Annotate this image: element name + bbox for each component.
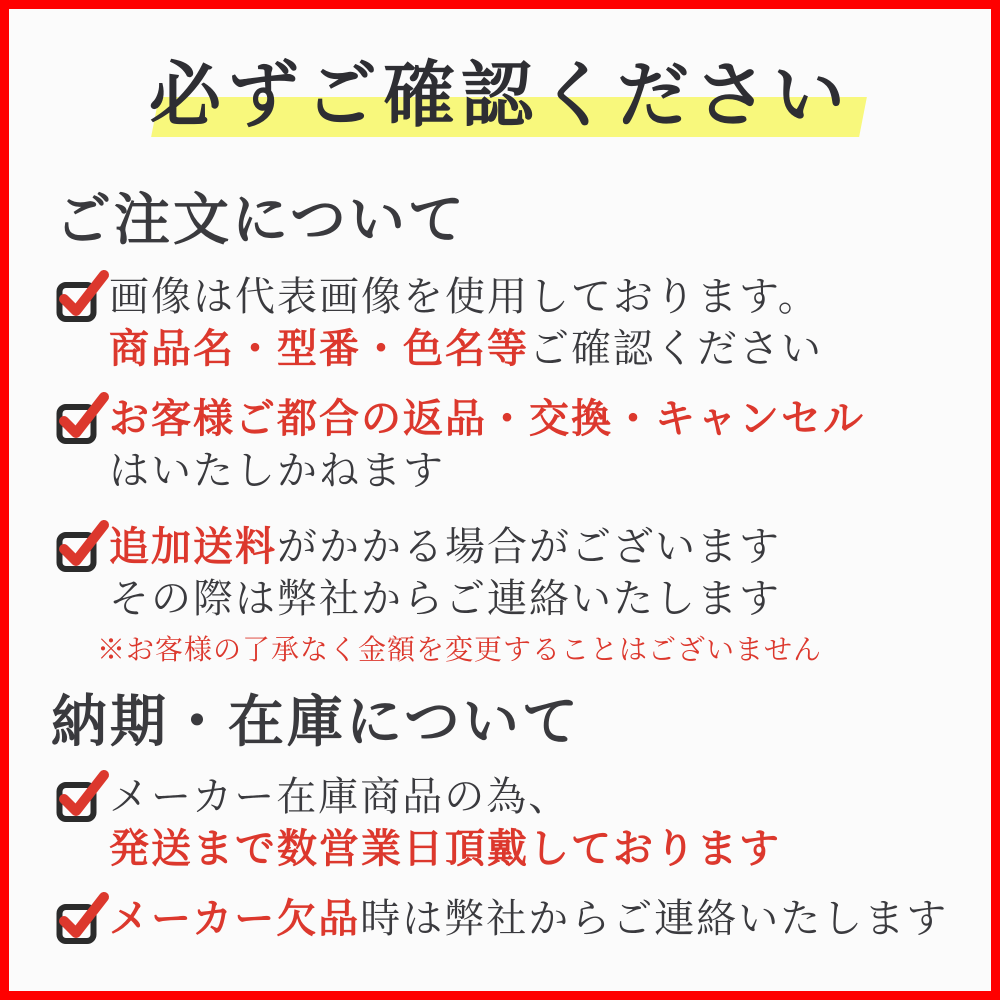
- text-line: [109, 893, 948, 945]
- text-line: [109, 323, 823, 375]
- checkbox-checked-icon: [55, 890, 109, 946]
- text-line: [109, 445, 865, 497]
- checkbox-checked-icon: [55, 390, 109, 446]
- checkbox-checked-icon: [55, 768, 109, 824]
- text-segment: その際は弊社からご連絡いたします: [109, 576, 781, 621]
- section-heading-stock: 納期・在庫について: [51, 692, 581, 754]
- text-segment: はいたしかねます: [109, 448, 445, 493]
- page-title: 必ずご確認ください: [148, 56, 851, 136]
- notice-item-text: [109, 521, 781, 625]
- notice-item-text: [109, 393, 865, 497]
- text-segment: 時は弊社からご連絡いたします: [360, 896, 949, 941]
- text-segment-red: 商品名・型番・色名等: [109, 326, 529, 371]
- notice-item-text: [109, 271, 823, 375]
- text-line: [109, 573, 781, 625]
- notice-item-maker-stock: [55, 771, 781, 875]
- text-line: [109, 771, 781, 823]
- checkbox-checked-icon: [55, 268, 109, 324]
- checkbox-checked-icon: [55, 518, 109, 574]
- text-line: [109, 271, 823, 323]
- text-segment-red: 発送まで数営業日頂戴しております: [109, 826, 781, 871]
- page-title-block: [9, 55, 991, 138]
- text-line: [109, 823, 781, 875]
- text-segment: 画像は代表画像を使用しております。: [109, 274, 820, 319]
- text-segment: メーカー在庫商品の為、: [109, 774, 571, 819]
- text-segment: がかかる場合がございます: [277, 524, 781, 569]
- text-line: [109, 521, 781, 573]
- notice-item-no-returns: [55, 393, 865, 497]
- text-line: [109, 393, 865, 445]
- text-segment-red: お客様ご都合の返品・交換・キャンセル: [109, 396, 865, 441]
- text-segment-red: 追加送料: [109, 524, 277, 569]
- notice-item-representative-image: [55, 271, 823, 375]
- notice-item-maker-shortage: [55, 893, 948, 946]
- text-segment: ご確認ください: [529, 326, 823, 371]
- notice-item-text: [109, 771, 781, 875]
- text-segment-red: メーカー欠品: [109, 896, 361, 941]
- notice-item-text: [109, 893, 948, 945]
- section-heading-order: ご注文について: [55, 190, 467, 252]
- notice-item-extra-shipping: [55, 521, 781, 625]
- footnote-no-price-change: ※お客様の了承なく金額を変更することはございません: [97, 635, 823, 666]
